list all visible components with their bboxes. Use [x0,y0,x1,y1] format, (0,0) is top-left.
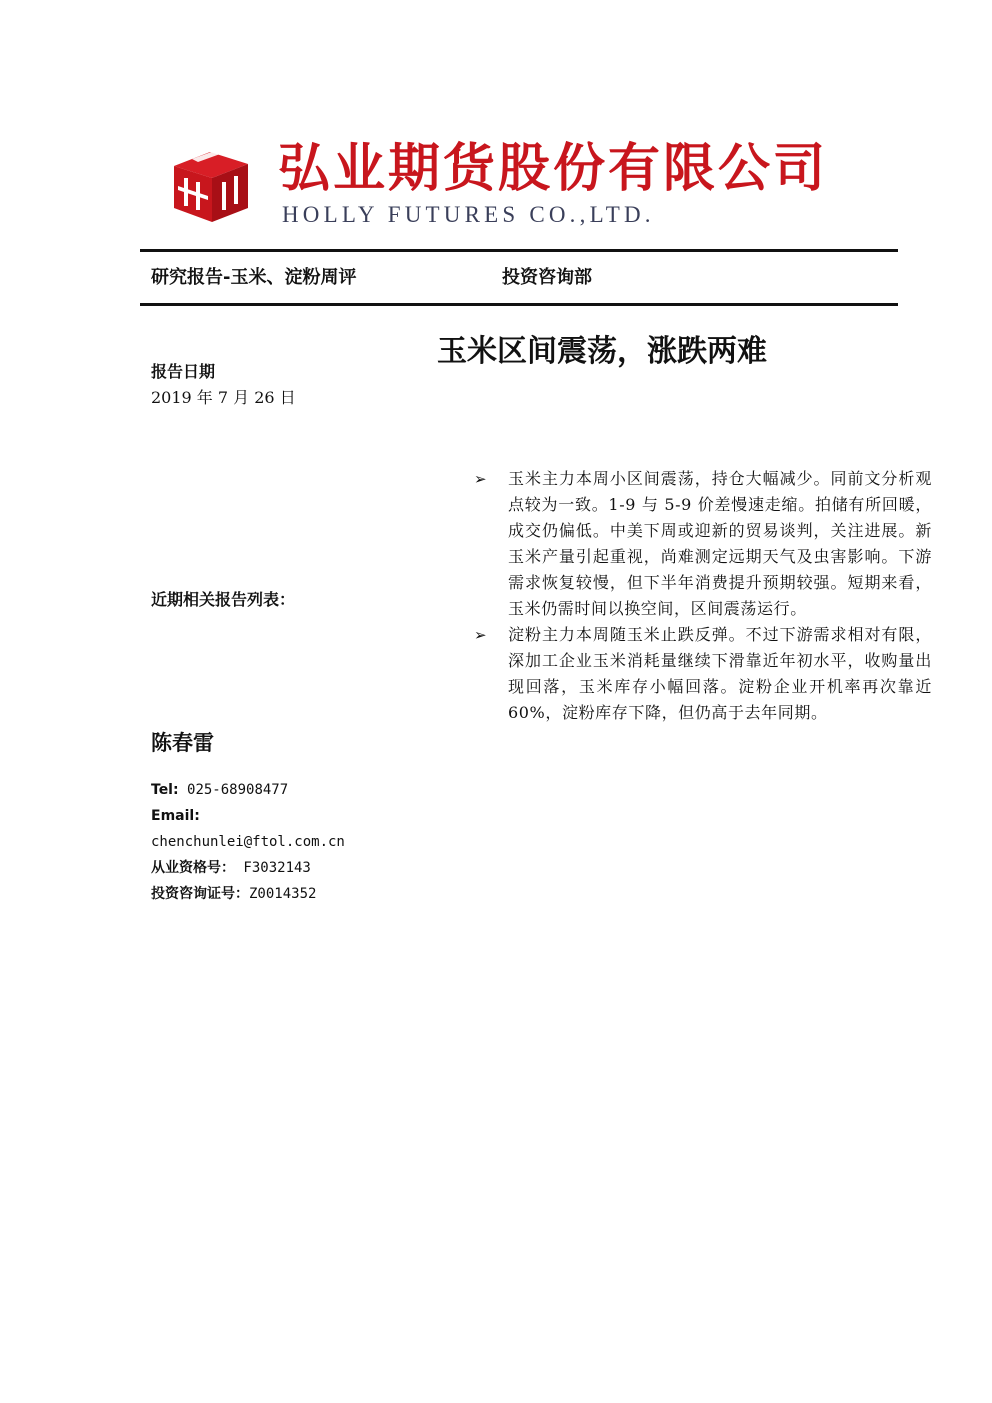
license-value: Z0014352 [249,886,317,902]
company-name-en: HOLLY FUTURES CO.,LTD. [282,202,655,227]
summary-text: 玉米主力本周小区间震荡，持仓大幅减少。同前文分析观点较为一致。1-9 与 5-9 价差慢速走缩。拍储有所回暖，成交仍偏低。中美下周或迎新的贸易谈判，关注进展。新玉米产量引起重视，尚难测定远期天气及虫害影响。下游需求恢复较慢，但下半年消费提升预期较强。短期来看，玉米仍需时间以换空间，区间震荡运行。 [508,469,932,618]
qualification-label: 从业资格号： [151,860,235,876]
author-email-value: chenchunlei@ftol.com.cn [151,834,345,850]
tel-value: 025-68908477 [178,782,289,798]
arrow-bullet-icon: ➢ [474,470,488,488]
report-type: 研究报告-玉米、淀粉周评 [151,267,357,288]
department-name: 投资咨询部 [502,267,592,288]
author-tel [151,778,288,802]
author-license [151,882,316,906]
tel-label: Tel: [151,782,179,798]
report-date-value: 2019 年 7 月 26 日 [151,388,296,407]
related-reports-label: 近期相关报告列表： [151,590,296,609]
page-title: 玉米区间震荡，涨跌两难 [437,334,767,369]
email-label: Email: [151,808,200,824]
company-logo [170,142,252,224]
arrow-bullet-icon: ➢ [474,626,488,644]
license-label: 投资咨询证号： [151,886,249,902]
qualification-value: F3032143 [235,860,311,876]
summary-item-corn [470,466,932,622]
summary-list [470,466,932,726]
author-name: 陈春雷 [151,731,214,755]
company-name-cn: 弘业期货股份有限公司 [278,139,829,199]
author-email-label [151,804,200,828]
header-top-rule [140,249,898,252]
summary-text: 淀粉主力本周随玉米止跌反弹。不过下游需求相对有限，深加工企业玉米消耗量继续下滑靠近年初水平，收购量出现回落，玉米库存小幅回落。淀粉企业开机率再次靠近 60%，淀粉库存下降，但仍高于去年同期。 [508,625,932,722]
summary-item-starch [470,622,932,726]
report-date-label: 报告日期 [151,362,216,381]
header-bottom-rule [140,303,898,306]
author-qualification [151,856,311,880]
